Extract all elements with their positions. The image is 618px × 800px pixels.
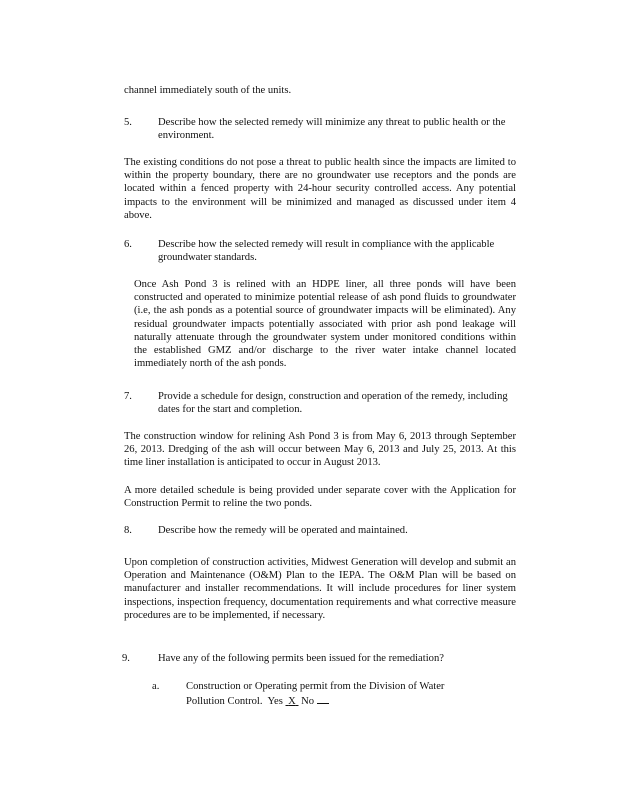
item-9-question: Have any of the following permits been issued for the remediation? xyxy=(158,653,444,664)
yes-mark: X xyxy=(288,696,296,707)
item-9a-line-2-text: Pollution Control. xyxy=(186,696,263,707)
item-7-answer-2: A more detailed schedule is being provided under separate cover with the Application for Construction Permit to reline the two ponds. xyxy=(124,485,516,510)
item-9-number: 9. xyxy=(122,653,130,664)
item-7-question: Provide a schedule for design, construction and operation of the remedy, including dates for the start and completion. xyxy=(158,391,508,416)
item-7-number: 7. xyxy=(124,391,132,402)
item-7-answer: The construction window for relining Ash Pond 3 is from May 6, 2013 through September 26, 2013. Dredging of the ash will occur between May 6, 2013 and July 25, 2013. At this time liner installation is anticipated to occur in August 2013. xyxy=(124,431,516,469)
item-5-answer: The existing conditions do not pose a threat to public health since the impacts are limited to within the property boundary, there are no groundwater use receptors and the ponds are located within a fenced property with 24-hour security controlled access. Any potential impacts to the environment will be minimized and managed as discussed under item 4 above. xyxy=(124,157,516,221)
no-label: No xyxy=(301,696,315,707)
item-6-number: 6. xyxy=(124,239,132,250)
item-9a-letter: a. xyxy=(152,681,160,692)
item-8-answer: Upon completion of construction activities, Midwest Generation will develop and submit an Operation and Maintenance (O&M) Plan to the IEPA. The O&M Plan will be based on manufacturer and installer recommendations. It will include procedures for liner system inspections, inspection frequency, documentation requirements and what corrective measure procedures are to be implemented, if necessary. xyxy=(124,557,516,621)
continuation-text: channel immediately south of the units. xyxy=(124,85,292,96)
no-blank xyxy=(317,694,329,704)
item-8-number: 8. xyxy=(124,525,132,536)
item-5-number: 5. xyxy=(124,117,132,128)
item-6-answer: Once Ash Pond 3 is relined with an HDPE liner, all three ponds will have been constructed and operated to minimize potential release of ash pond fluids to groundwater (i.e, the ash ponds as a potential source of groundwater impacts will be eliminated). Any residual groundwater impacts potentially associated with prior ash pond leakage will naturally attenuate through the groundwater system under monitored conditions within the established GMZ and/or discharge to the river water intake channel located immediately north of the ash ponds. xyxy=(134,279,516,370)
item-8-question: Describe how the remedy will be operated and maintained. xyxy=(158,525,408,536)
item-5-question: Describe how the selected remedy will minimize any threat to public health or the environment. xyxy=(158,117,506,142)
item-9a-line-1: Construction or Operating permit from the Division of Water xyxy=(186,681,445,692)
item-9a-line-2 xyxy=(186,694,486,708)
yes-label: Yes xyxy=(267,696,283,707)
item-6-question: Describe how the selected remedy will result in compliance with the applicable groundwater standards. xyxy=(158,239,495,264)
